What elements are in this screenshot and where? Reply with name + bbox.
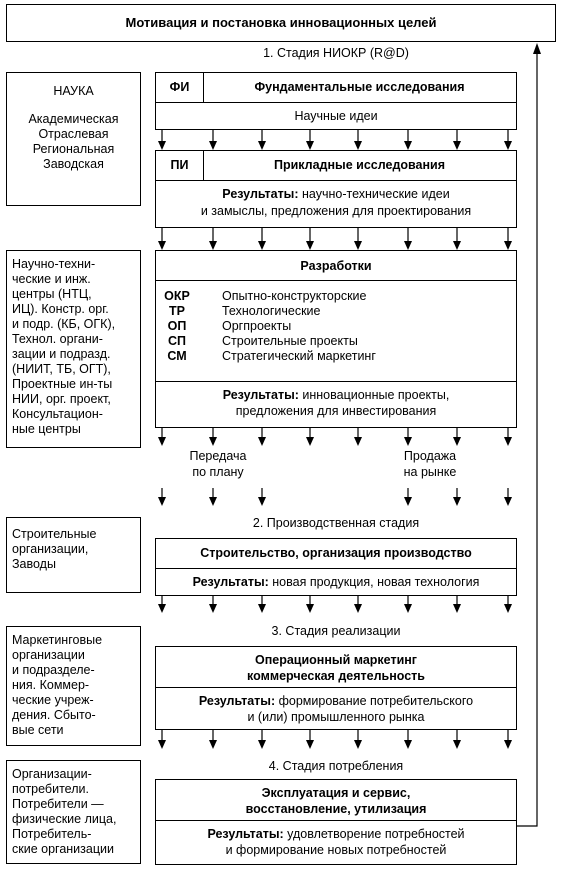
consumers-line: Потребитель- (12, 827, 92, 841)
cons-results-label: Результаты: (207, 827, 284, 841)
stage-1-label: 1. Стадия НИОКР (R@D) (263, 46, 409, 60)
transfer-plan-line1: Передача (189, 449, 247, 463)
transfer-market-line2: на рынке (403, 465, 457, 479)
transfer-market-line1: Продажа (403, 449, 457, 463)
flow-arrowhead (158, 604, 166, 613)
marketing-line: ния. Коммер- (12, 678, 90, 692)
flow-arrowhead (158, 437, 166, 446)
flow-arrowhead (504, 141, 512, 150)
dev-results-line1: инновационные проекты, (298, 388, 450, 402)
nauka-title: НАУКА (53, 84, 94, 98)
consumers-line: потребители. (12, 782, 89, 796)
flow-arrowhead (158, 497, 166, 506)
flow-arrowhead (258, 141, 266, 150)
centers-line: Научно-техни- (12, 257, 96, 271)
consumers-line: физические лица, (12, 812, 117, 826)
centers-line: и подр. (КБ, ОГК), (12, 317, 116, 331)
flow-arrowhead (354, 437, 362, 446)
flow-arrowhead (453, 241, 461, 250)
fi-title: Фундаментальные исследования (254, 80, 465, 94)
flow-arrowhead (354, 740, 362, 749)
flow-arrowhead (258, 604, 266, 613)
flow-arrowhead (158, 740, 166, 749)
real-title-line2: коммерческая деятельность (247, 669, 425, 683)
flow-arrowhead (354, 604, 362, 613)
dev-results-line2: предложения для инвестирования (235, 404, 437, 418)
marketing-line: Маркетинговые (12, 633, 103, 647)
dev-item-abbr: СМ (167, 349, 187, 363)
consumers-line: ские организации (12, 842, 114, 856)
flow-arrowhead (453, 604, 461, 613)
flow-arrowhead (354, 241, 362, 250)
flow-arrowhead (404, 241, 412, 250)
flow-arrowhead (504, 740, 512, 749)
flow-arrowhead (209, 141, 217, 150)
centers-line: ческие и инж. (12, 272, 91, 286)
dev-item-text: Опытно-конструкторские (222, 289, 367, 303)
flow-arrowhead (258, 437, 266, 446)
centers-line: Технол. органи- (12, 332, 103, 346)
prod-results-text: новая продукция, новая технология (268, 575, 480, 589)
nauka-line: Отраслевая (38, 127, 109, 141)
real-results-label: Результаты: (198, 694, 276, 708)
flow-arrowhead (354, 141, 362, 150)
top-title: Мотивация и постановка инновационных целей (125, 15, 437, 30)
transfer-plan-line2: по плану (192, 465, 244, 479)
cons-title-line2: восстановление, утилизация (245, 802, 427, 816)
flow-arrowhead (504, 437, 512, 446)
flow-arrowhead (453, 497, 461, 506)
centers-line: центры (НТЦ, (12, 287, 92, 301)
marketing-line: организации (12, 648, 85, 662)
stage-4-label: 4. Стадия потребления (268, 759, 404, 773)
fi-sub: Научные идеи (294, 109, 378, 123)
flow-arrowhead (404, 437, 412, 446)
flow-arrowhead (306, 604, 314, 613)
dev-item-abbr: ОКР (164, 289, 190, 303)
dev-item-text: Оргпроекты (222, 319, 292, 333)
flow-arrowhead (306, 437, 314, 446)
flow-arrowhead (258, 740, 266, 749)
centers-line: Консультацион- (12, 407, 103, 421)
centers-line: (НИИТ, ТБ, ОГТ), (12, 362, 111, 376)
pi-abbr: ПИ (170, 158, 189, 172)
flow-arrowhead (404, 497, 412, 506)
cons-results-line2: и формирование новых потребностей (225, 843, 447, 857)
dev-item-abbr: ОП (167, 319, 187, 333)
builders-line: Заводы (12, 557, 56, 571)
builders-line: организации, (12, 542, 89, 556)
feedback-arrowhead (533, 43, 541, 54)
dev-item-abbr: СП (167, 334, 186, 348)
flow-arrowhead (258, 497, 266, 506)
flow-arrowhead (504, 604, 512, 613)
flow-arrowhead (453, 740, 461, 749)
marketing-line: вые сети (12, 723, 64, 737)
consumers-line: Организации- (12, 767, 92, 781)
flow-arrowhead (306, 241, 314, 250)
flow-arrowhead (158, 141, 166, 150)
centers-line: ИЦ). Констр. орг. (12, 302, 109, 316)
stage-3-label: 3. Стадия реализации (271, 624, 401, 638)
flow-arrowhead (404, 604, 412, 613)
flow-arrowhead (258, 241, 266, 250)
flow-arrowhead (209, 437, 217, 446)
cons-title-line1: Эксплуатация и сервис, (261, 786, 411, 800)
flow-arrowhead (209, 604, 217, 613)
flow-arrowhead (209, 740, 217, 749)
dev-title: Разработки (300, 259, 372, 273)
consumers-line: Потребители — (12, 797, 104, 811)
pi-title: Прикладные исследования (273, 158, 446, 172)
flow-arrowhead (453, 437, 461, 446)
dev-results-label: Результаты: (222, 388, 299, 402)
flow-arrowhead (504, 497, 512, 506)
flow-arrowhead (306, 740, 314, 749)
real-title-line1: Операционный маркетинг (254, 653, 418, 667)
dev-item-text: Стратегический маркетинг (222, 349, 376, 363)
marketing-line: и подразделе- (12, 663, 95, 677)
builders-line: Строительные (12, 527, 97, 541)
dev-item-text: Технологические (222, 304, 321, 318)
flow-arrowhead (209, 497, 217, 506)
marketing-line: ческие учреж- (12, 693, 94, 707)
nauka-line: Заводская (43, 157, 104, 171)
real-results-line2: и (или) промышленного рынка (247, 710, 425, 724)
flow-arrowhead (404, 141, 412, 150)
stage-2-label: 2. Производственная стадия (252, 516, 420, 530)
real-results-line1: формирование потребительского (275, 694, 474, 708)
flow-arrowhead (158, 241, 166, 250)
dev-item-text: Строительные проекты (222, 334, 358, 348)
prod-title: Строительство, организация производство (200, 546, 472, 560)
fi-abbr: ФИ (169, 80, 190, 94)
pi-results-label: Результаты: (222, 187, 299, 201)
flow-arrowhead (404, 740, 412, 749)
centers-line: зации и подразд. (12, 347, 111, 361)
dev-item-abbr: ТР (169, 304, 185, 318)
centers-line: ные центры (12, 422, 81, 436)
pi-results-line1: научно-технические идеи (298, 187, 450, 201)
marketing-line: дения. Сбыто- (12, 708, 96, 722)
flow-arrowhead (453, 141, 461, 150)
flow-arrowhead (209, 241, 217, 250)
centers-line: Проектные ин-ты (12, 377, 113, 391)
nauka-line: Академическая (28, 112, 119, 126)
flow-arrowhead (306, 141, 314, 150)
nauka-line: Региональная (32, 142, 115, 156)
pi-results-line2: и замыслы, предложения для проектирования (200, 204, 472, 218)
flow-arrowhead (504, 241, 512, 250)
cons-results-line1: удовлетворение потребностей (283, 827, 465, 841)
prod-results-label: Результаты: (192, 575, 269, 589)
feedback-line (517, 52, 537, 826)
centers-line: НИИ, орг. проект, (12, 392, 111, 406)
